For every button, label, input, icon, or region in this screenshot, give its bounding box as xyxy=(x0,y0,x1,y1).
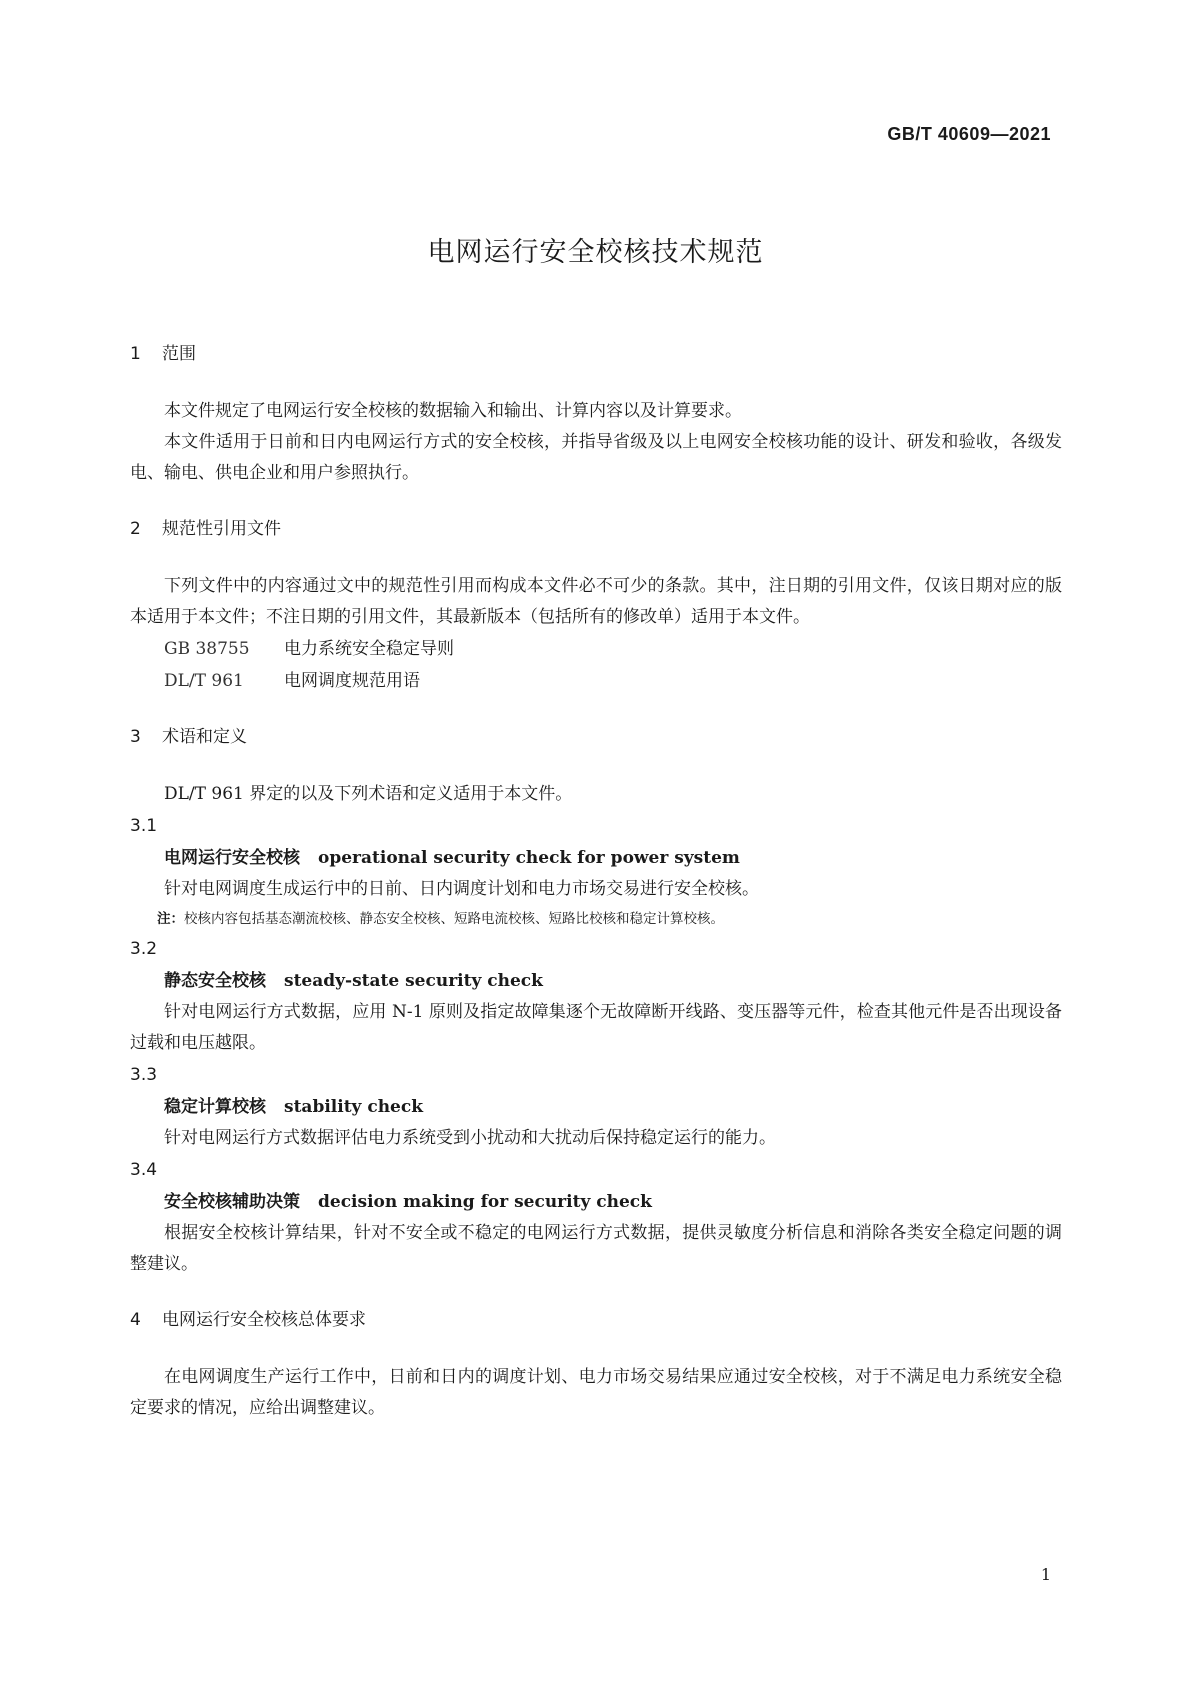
note-label: 注： xyxy=(157,911,184,927)
paragraph: 在电网调度生产运行工作中，日前和日内的调度计划、电力市场交易结果应通过安全校核，对于不满足电力系统安全稳定要求的情况，应给出调整建议。 xyxy=(130,1367,1062,1418)
term-title xyxy=(130,965,1062,997)
term-number: 3.4 xyxy=(130,1160,158,1180)
section-title: 范围 xyxy=(162,344,196,364)
section-heading-1 xyxy=(130,342,1062,366)
reference-code: GB 38755 xyxy=(164,639,250,659)
term-definition: 根据安全校核计算结果，针对不安全或不稳定的电网运行方式数据，提供灵敏度分析信息和消除各类安全稳定问题的调整建议。 xyxy=(130,1223,1062,1274)
term-en: operational security check for power system xyxy=(318,848,740,868)
page-number: 1 xyxy=(1040,1565,1051,1584)
document-body xyxy=(130,342,1062,1424)
paragraph: 本文件规定了电网运行安全校核的数据输入和输出、计算内容以及计算要求。 xyxy=(164,401,742,421)
normative-reference xyxy=(130,633,1062,665)
reference-title: 电力系统安全稳定导则 xyxy=(284,639,454,659)
paragraph: 本文件适用于日前和日内电网运行方式的安全校核，并指导省级及以上电网安全校核功能的设计、研发和验收，各级发电、输电、供电企业和用户参照执行。 xyxy=(130,432,1062,483)
term-title xyxy=(130,1186,1062,1218)
section-number: 1 xyxy=(130,344,141,364)
document-title: 电网运行安全校核技术规范 xyxy=(427,237,764,268)
section-number: 4 xyxy=(130,1310,141,1330)
paragraph: DL/T 961 界定的以及下列术语和定义适用于本文件。 xyxy=(164,784,573,804)
term-en: steady-state security check xyxy=(284,971,543,991)
section-heading-4 xyxy=(130,1308,1062,1332)
term-note xyxy=(130,905,1062,933)
paragraph: 下列文件中的内容通过文中的规范性引用而构成本文件必不可少的条款。其中，注日期的引用文件，仅该日期对应的版本适用于本文件；不注日期的引用文件，其最新版本（包括所有的修改单）适用于本文件。 xyxy=(130,576,1062,627)
section-number: 3 xyxy=(130,727,141,747)
term-en: stability check xyxy=(284,1097,424,1117)
section-heading-3 xyxy=(130,725,1062,749)
note-text: 校核内容包括基态潮流校核、静态安全校核、短路电流校核、短路比校核和稳定计算校核。 xyxy=(184,911,724,927)
term-number: 3.3 xyxy=(130,1065,158,1085)
term-definition: 针对电网运行方式数据，应用 N-1 原则及指定故障集逐个无故障断开线路、变压器等元件，检查其他元件是否出现设备过载和电压越限。 xyxy=(130,1002,1062,1053)
term-definition: 针对电网运行方式数据评估电力系统受到小扰动和大扰动后保持稳定运行的能力。 xyxy=(164,1128,776,1148)
term-zh: 电网运行安全校核 xyxy=(164,848,300,868)
term-zh: 稳定计算校核 xyxy=(164,1097,266,1117)
term-title xyxy=(130,842,1062,874)
section-title: 术语和定义 xyxy=(162,727,247,747)
reference-code: DL/T 961 xyxy=(164,671,244,691)
term-zh: 静态安全校核 xyxy=(164,971,266,991)
section-title: 电网运行安全校核总体要求 xyxy=(162,1310,366,1330)
term-title xyxy=(130,1091,1062,1123)
term-definition: 针对电网调度生成运行中的日前、日内调度计划和电力市场交易进行安全校核。 xyxy=(164,879,759,899)
reference-title: 电网调度规范用语 xyxy=(284,671,420,691)
term-zh: 安全校核辅助决策 xyxy=(164,1192,300,1212)
term-number: 3.2 xyxy=(130,939,158,959)
term-en: decision making for security check xyxy=(318,1192,652,1212)
normative-reference xyxy=(130,665,1062,697)
section-number: 2 xyxy=(130,519,141,539)
section-title: 规范性引用文件 xyxy=(162,519,281,539)
section-heading-2 xyxy=(130,517,1062,541)
standard-code: GB/T 40609—2021 xyxy=(887,124,1051,144)
term-number: 3.1 xyxy=(130,816,158,836)
